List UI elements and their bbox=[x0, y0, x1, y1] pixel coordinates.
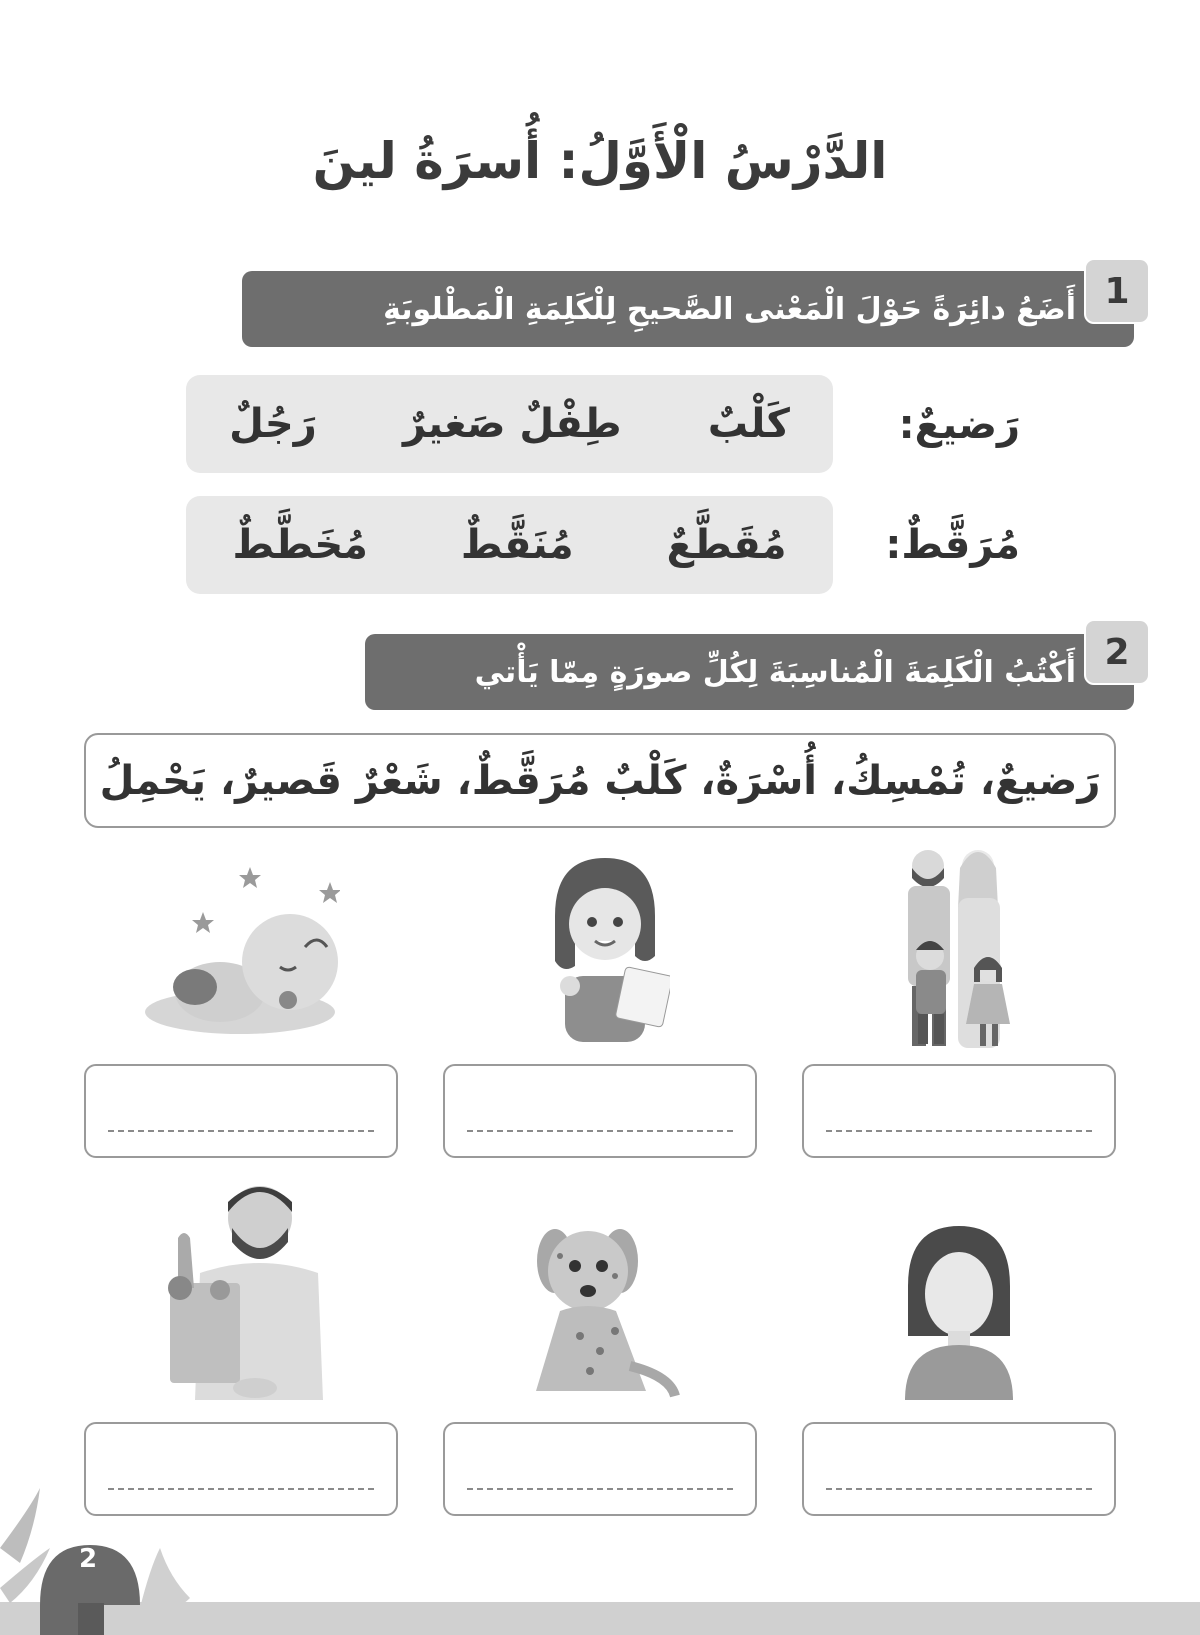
girl-short-hair-image bbox=[900, 1226, 1018, 1400]
baby-sleeping-image bbox=[140, 862, 340, 1042]
section-2-instruction: أَكْتُبُ الْكَلِمَةَ الْمُناسِبَةَ لِكُلِّ صورَةٍ مِمّا يَأْتي bbox=[474, 654, 1076, 690]
choice-option[interactable]: مُقَطَّعٌ bbox=[666, 522, 787, 568]
section-1-number: 1 bbox=[1084, 258, 1150, 324]
section-2-instruction-bar bbox=[365, 634, 1134, 710]
answer-box-baby[interactable] bbox=[84, 1064, 398, 1158]
answer-dashed-line bbox=[467, 1488, 733, 1490]
page-title: الدَّرْسُ الْأَوَّلُ: أُسرَةُ لينَ bbox=[312, 132, 888, 190]
answer-box-dog[interactable] bbox=[443, 1422, 757, 1516]
question-2-word: مُرَقَّطٌ: bbox=[885, 522, 1020, 568]
section-1-instruction: أَضَعُ دائِرَةً حَوْلَ الْمَعْنى الصَّحيحِ لِلْكَلِمَةِ الْمَطْلوبَةِ bbox=[383, 291, 1076, 327]
answer-box-girl-short-hair[interactable] bbox=[802, 1422, 1116, 1516]
section-2-number: 2 bbox=[1084, 619, 1150, 685]
choice-option[interactable]: طِفْلٌ صَغيرٌ bbox=[403, 401, 622, 447]
choice-option[interactable]: كَلْبٌ bbox=[707, 401, 790, 447]
man-with-groceries-image bbox=[160, 1178, 325, 1400]
question-1-choices bbox=[186, 375, 833, 473]
question-1-word: رَضيعٌ: bbox=[898, 402, 1020, 448]
spotted-dog-image bbox=[520, 1216, 680, 1400]
answer-dashed-line bbox=[467, 1130, 733, 1132]
page-number: 2 bbox=[78, 1544, 98, 1574]
choice-option[interactable]: مُنَقَّطٌ bbox=[460, 522, 574, 568]
section-1-instruction-bar bbox=[242, 271, 1134, 347]
answer-dashed-line bbox=[826, 1130, 1092, 1132]
answer-box-girl-notebook[interactable] bbox=[443, 1064, 757, 1158]
choice-option[interactable]: رَجُلٌ bbox=[229, 401, 317, 447]
answer-dashed-line bbox=[108, 1130, 374, 1132]
answer-dashed-line bbox=[826, 1488, 1092, 1490]
answer-box-family[interactable] bbox=[802, 1064, 1116, 1158]
choice-option[interactable]: مُخَطَّطٌ bbox=[232, 522, 368, 568]
girl-with-notebook-image bbox=[530, 856, 670, 1042]
word-bank: رَضيعٌ، تُمْسِكُ، أُسْرَةٌ، كَلْبٌ مُرَقَّطٌ، شَعْرٌ قَصيرٌ، يَحْمِلُ bbox=[84, 733, 1116, 828]
question-2-choices bbox=[186, 496, 833, 594]
family-image bbox=[890, 838, 1020, 1052]
